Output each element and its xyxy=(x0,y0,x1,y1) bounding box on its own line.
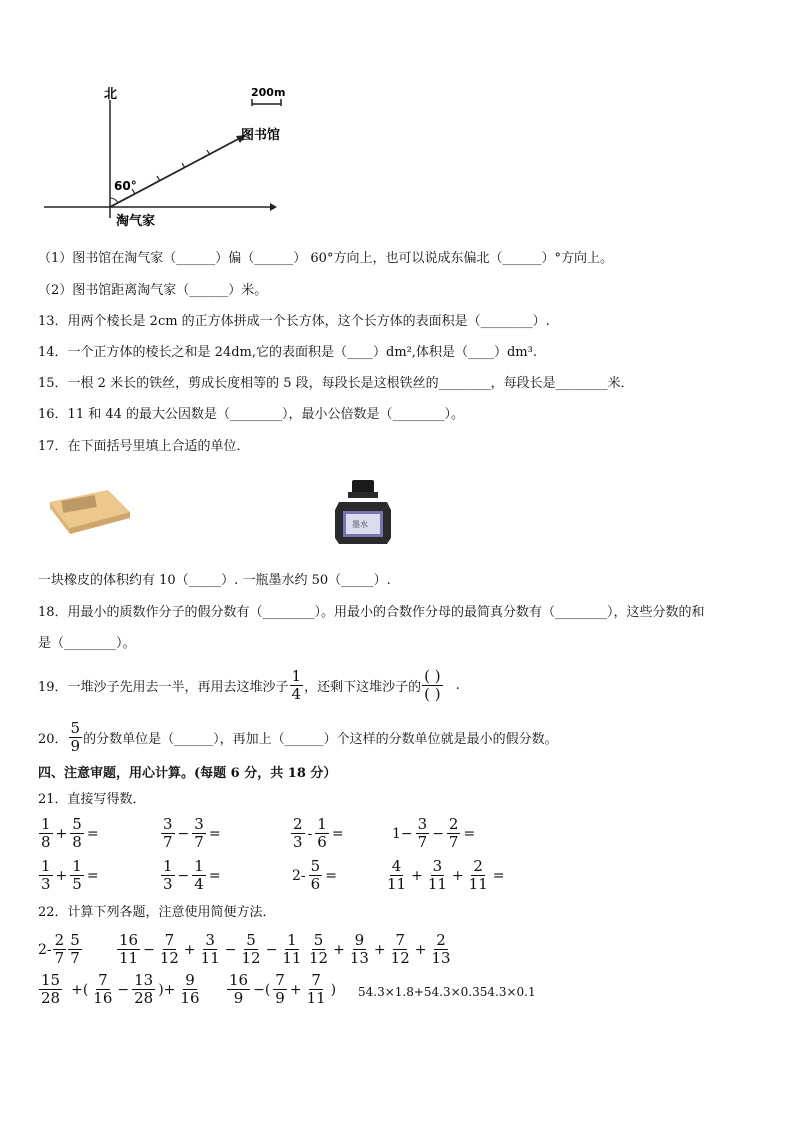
library-label: 图书馆 xyxy=(241,128,281,143)
q22-item-b: $\frac{16}{11}$ − $\frac{7}{12}$ + $\frac{3}{11}$ − $\frac{5}{12}$ − $\frac{1}{11}$ xyxy=(119,931,302,967)
section-4-heading: 四、注意审题，用心计算。(每题 6 分，共 18 分） xyxy=(38,766,337,781)
q21-item-f: $\frac{1}{3}$ − $\frac{1}{4}$ = xyxy=(163,857,221,893)
ink-label: 墨水 xyxy=(352,520,368,529)
question-17: 17．在下面括号里填上合适的单位． xyxy=(38,439,250,454)
question-22: 22．计算下列各题，注意使用简便方法． xyxy=(38,905,276,920)
q21-item-h: $\frac{4}{11}$ + $\frac{3}{11}$ + $\frac{2}{11}$ = xyxy=(387,857,505,893)
q22-item-a: 2- $\frac{2}{7}$ $\frac{5}{7}$ xyxy=(38,931,80,967)
q22-item-f: 54.3×1.8+54.3×0.354.3×0.1 xyxy=(358,985,536,999)
q20-den: 9 xyxy=(70,737,81,755)
angle-arc xyxy=(110,198,118,203)
question-19 xyxy=(38,669,460,702)
ink-bottle-image xyxy=(333,478,393,548)
question-17-answer: 一块橡皮的体积约有 10（_____）. 一瓶墨水约 50（_____）. xyxy=(38,573,391,588)
q21-item-g: 2- $\frac{5}{6}$ = xyxy=(292,857,337,893)
q20-num: 5 xyxy=(70,719,81,737)
north-label: 北 xyxy=(104,87,118,102)
question-18-line2: 是（________）。 xyxy=(38,636,136,651)
q20-prefix: 20． xyxy=(38,732,68,747)
q19-fraction xyxy=(290,669,304,702)
tick-2 xyxy=(157,176,160,181)
q19-blank-den: ( ) xyxy=(424,685,441,703)
q22-item-c: $\frac{5}{12}$ + $\frac{9}{13}$ + $\frac{7}{12}$ + $\frac{2}{13}$ xyxy=(309,931,451,967)
q22-item-d: $\frac{15}{28}$ +( $\frac{7}{16}$ − $\frac{13}{28}$ )+ $\frac{9}{16}$ xyxy=(41,971,200,1007)
q21-item-e: $\frac{1}{3}$ + $\frac{1}{5}$ = xyxy=(41,857,99,893)
question-13: 13．用两个棱长是 2cm 的正方体拼成一个长方体，这个长方体的表面积是（________）. xyxy=(38,314,550,329)
q19-text-middle: ，还剩下这堆沙子的 xyxy=(304,680,422,695)
q20-fraction xyxy=(69,721,83,754)
q19-blank-num: ( ) xyxy=(424,667,441,685)
home-label: 淘气家 xyxy=(116,214,156,229)
direction-line xyxy=(110,137,242,207)
q19-answer-blank xyxy=(422,669,442,702)
q19-num: 1 xyxy=(291,667,302,685)
q22-item-e: $\frac{16}{9}$ −( $\frac{7}{9}$ + $\frac{7}{11}$ ) xyxy=(229,971,337,1007)
q12-part2: （2）图书馆距离淘气家（______）米。 xyxy=(38,283,268,298)
q19-text-before: 19．一堆沙子先用去一半，再用去这堆沙子 xyxy=(38,680,289,695)
angle-label: 60° xyxy=(114,179,137,193)
q12-part1: （1）图书馆在淘气家（______）偏（______） 60°方向上，也可以说成东偏北（______）°方向上。 xyxy=(38,251,613,266)
question-18-line1: 18．用最小的质数作分子的假分数有（________）。用最小的合数作分母的最简真分数有（________），这些分数的和 xyxy=(38,605,705,620)
q21-item-d: 1− $\frac{3}{7}$ − $\frac{2}{7}$ = xyxy=(392,815,476,851)
question-15: 15．一根 2 米长的铁丝，剪成长度相等的 5 段，每段长是这根铁丝的________，每段长是________米． xyxy=(38,376,634,391)
q21-item-b: $\frac{3}{7}$ − $\frac{3}{7}$ = xyxy=(163,815,221,851)
question-14: 14．一个正方体的棱长之和是 24dm,它的表面积是（____）dm²,体积是（____）dm³. xyxy=(38,345,537,360)
question-20 xyxy=(38,721,558,754)
east-arrow xyxy=(270,203,277,211)
question-16: 16．11 和 44 的最大公因数是（________），最小公倍数是（________）。 xyxy=(38,407,465,422)
q19-end: . xyxy=(455,678,460,693)
q21-item-c: $\frac{2}{3}$ - $\frac{1}{6}$ = xyxy=(293,815,344,851)
eraser-image xyxy=(46,488,136,538)
question-21: 21．直接写得数． xyxy=(38,792,146,807)
q21-item-a: $\frac{1}{8}$ + $\frac{5}{8}$ = xyxy=(41,815,99,851)
q20-text: 的分数单位是（______），再加上（______）个这样的分数单位就是最小的假分数。 xyxy=(83,732,558,747)
direction-diagram xyxy=(0,0,794,240)
q19-den: 4 xyxy=(291,685,302,703)
scale-label: 200m xyxy=(251,86,286,99)
